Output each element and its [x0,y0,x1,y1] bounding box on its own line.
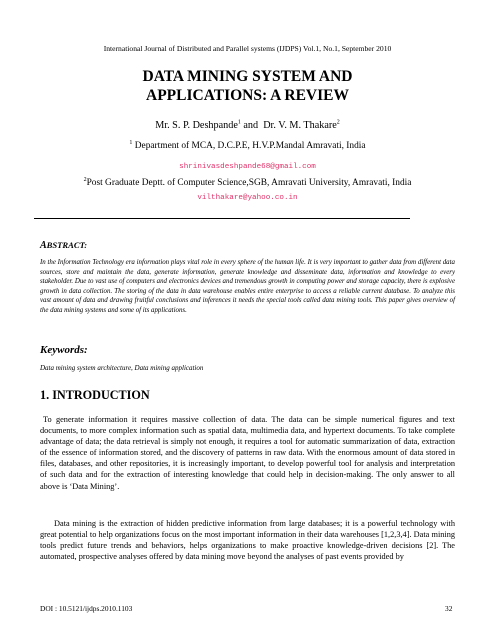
author-1-superscript: 1 [237,119,241,126]
affiliation-2-superscript: 2 [83,176,87,183]
affiliation-1-superscript: 1 [129,139,133,146]
abstract-heading-rest: BSTRACT: [46,240,88,250]
footer-page-number: 32 [445,604,453,613]
header-divider [34,218,410,219]
intro-paragraph-1: To generate information it requires massive collection of data. The data can be simple numerical figures and text documents, to more complex information such as spatial data, multimedia data, and hypertext documents. To take complete advantage of data; the data retrieval is simply not enough, it requires a tool for automatic summarization of data, extraction of the essence of information stored, and the discovery of patterns in raw data. With the enormous amount of data stored in files, databases, and other repositories, it is increasingly important, to develop powerful tool for analysis and interpretation of such data and for the extraction of interesting knowledge that could help in decision-making. The only answer to all above is ‘Data Mining’. [40,415,455,491]
title-line-2: APPLICATIONS: A REVIEW [146,87,349,104]
email-link-1[interactable]: shrinivasdeshpande68@gmail.com [179,163,316,171]
affiliation-1 [0,141,495,151]
abstract-heading [40,240,87,251]
paper-title [40,67,455,105]
footer-doi: DOI : 10.5121/ijdps.2010.1103 [40,604,133,613]
affiliation-2-text: Post Graduate Deptt. of Computer Science,SGB, Amravati University, Amravati, India [86,178,412,188]
author-line [0,120,495,131]
author-1: Mr. S. P. Deshpande [155,120,238,131]
author-2: Dr. V. M. Thakare [263,120,337,131]
abstract-heading-cap: A [40,240,47,251]
intro-paragraph-2: Data mining is the extraction of hidden predictive information from large databases; it is a powerful technology with great potential to help organizations focus on the most important information in their data warehouses [1,2,3,4]. Data mining tools predict future trends and behaviors, helps organizations to make proactive knowledge-driven decisions [2]. The automated, prospective analyses offered by data mining move beyond the analyses of past events provided by [40,519,455,562]
keywords-heading: Keywords: [40,344,88,356]
affiliation-1-text: Department of MCA, D.C.P.E, H.V.P.Mandal Amravati, India [132,141,366,151]
abstract-body: In the Information Technology era information plays vital role in every sphere of the human life. It is very important to gather data from different data sources, store and maintain the data, generate information, generate knowledge and disseminate data, information and knowledge to every stakeholder. Due to vast use of computers and electronics devices and tremendous growth in computing power and storage capacity, there is explosive growth in data collection. The storing of the data in data warehouse enables entire enterprise to access a reliable current database. To analyze this vast amount of data and drawing fruitful conclusions and inferences it needs the special tools called data mining tools. This paper gives overview of the data mining systems and some of its applications. [40,259,455,314]
affiliation-2 [0,178,495,188]
author-joiner: and [240,120,264,131]
section-heading-introduction: 1. INTRODUCTION [40,388,150,402]
author-2-superscript: 2 [336,119,340,126]
title-line-1: DATA MINING SYSTEM AND [142,68,353,85]
journal-header: International Journal of Distributed and Parallel systems (IJDPS) Vol.1, No.1, September 2010 [103,44,392,53]
keywords-body: Data mining system architecture, Data mining application [40,364,204,372]
email-link-2[interactable]: vilthakare@yahoo.co.in [197,194,298,202]
